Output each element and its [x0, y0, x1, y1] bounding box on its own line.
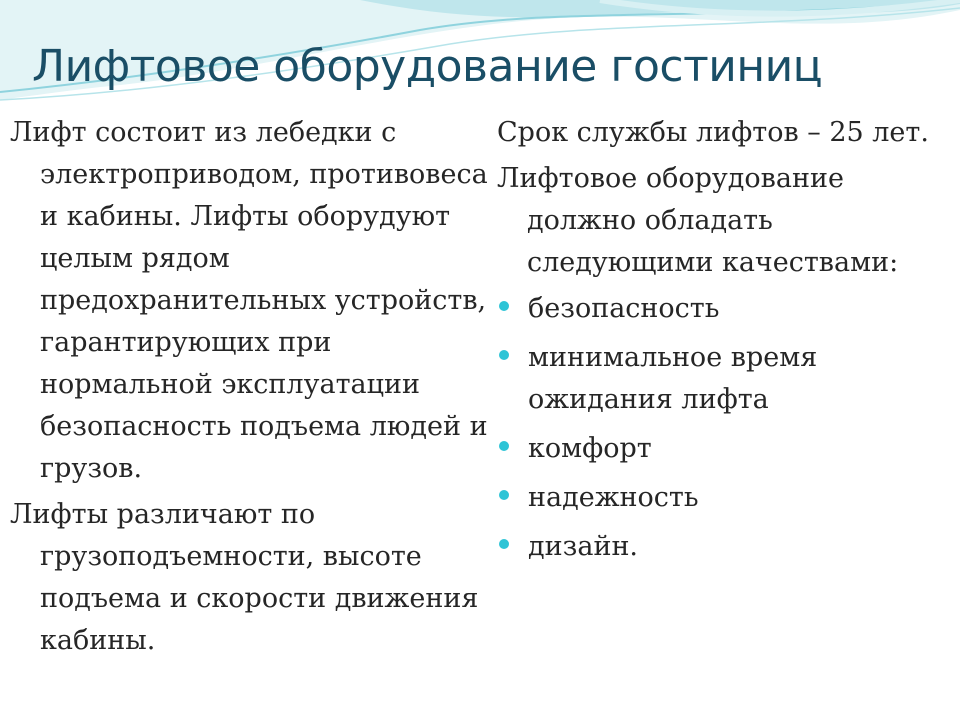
- list-item: [497, 288, 947, 330]
- list-item: [497, 337, 947, 421]
- slide-title: Лифтовое оборудование гостиниц: [32, 41, 823, 92]
- list-item: [497, 477, 947, 519]
- bullet-icon: [499, 441, 509, 451]
- right-paragraph-1: Срок службы лифтов – 25 лет.: [497, 117, 929, 148]
- left-column: [10, 112, 490, 666]
- bullet-icon: [499, 490, 509, 500]
- bullet-icon: [499, 350, 509, 360]
- left-paragraph-2: Лифты различают по грузоподъемности, высоте подъема и скорости движения кабины.: [10, 499, 479, 656]
- right-column: [497, 112, 947, 575]
- bullet-icon: [499, 301, 509, 311]
- list-item: [497, 526, 947, 568]
- list-item-text: надежность: [528, 482, 699, 513]
- list-item-text: комфорт: [528, 433, 652, 464]
- left-paragraph-1: Лифт состоит из лебедки с электроприводом, противовеса и кабины. Лифты оборудуют целым рядом предохранительных устройств, гарантирующих при нормальной эксплуатации безопасность подъема людей и грузов.: [10, 117, 488, 484]
- qualities-list: [497, 288, 947, 568]
- list-item-text: безопасность: [528, 293, 720, 324]
- list-item-text: дизайн.: [528, 531, 639, 562]
- bullet-icon: [499, 539, 509, 549]
- right-paragraph-2: Лифтовое оборудование должно обладать следующими качествами:: [497, 163, 899, 278]
- list-item-text: минимальное время ожидания лифта: [528, 342, 818, 415]
- list-item: [497, 428, 947, 470]
